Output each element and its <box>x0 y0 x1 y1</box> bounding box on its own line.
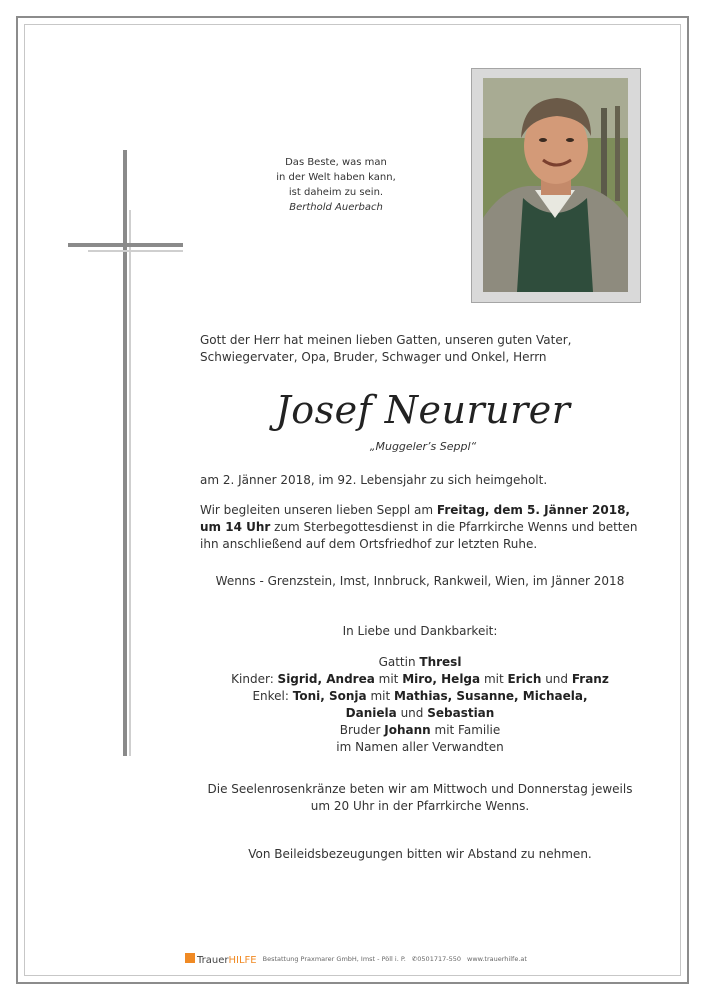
spouse-line: Gattin Thresl <box>378 655 462 669</box>
funeral-time: um 14 Uhr <box>200 520 271 534</box>
love-heading: In Liebe und Dankbarkeit: <box>342 624 498 638</box>
family-list <box>200 654 640 756</box>
portrait-photo <box>483 78 628 292</box>
nickname: „Muggeler’s Seppl“ <box>369 440 477 453</box>
grandchildren-line-2: Daniela und Sebastian <box>345 706 495 720</box>
places-text: Wenns - Grenzstein, Imst, Innbruck, Rankweil, Wien, im Jänner 2018 <box>215 574 625 588</box>
company-name: Bestattung Praxmarer GmbH, Imst - Pöll i. P. <box>262 955 406 963</box>
quote-line: Das Beste, was man <box>285 157 387 168</box>
deceased-name: Josef Neururer <box>275 388 571 432</box>
rosary-text: Die Seelenrosenkränze beten wir am Mittwoch und Donnerstag jeweils um 20 Uhr in der Pfarrkirche Wenns. <box>207 782 633 813</box>
quote-author: Berthold Auerbach <box>289 202 383 213</box>
children-line: Kinder: Sigrid, Andrea mit Miro, Helga mit Erich und Franz <box>231 672 609 686</box>
relatives-line: im Namen aller Verwandten <box>336 740 504 754</box>
brother-line: Bruder Johann mit Familie <box>339 723 501 737</box>
phone-number: ✆0501717-550 <box>411 955 461 963</box>
footer <box>185 951 545 967</box>
funeral-date: Freitag, dem 5. Jänner 2018, <box>436 503 630 517</box>
quote-line: ist daheim zu sein. <box>288 187 384 198</box>
condolence-text: Von Beileidsbezeugungen bitten wir Abstand zu nehmen. <box>248 847 592 861</box>
quote <box>246 155 426 215</box>
intro-text: Gott der Herr hat meinen lieben Gatten, unseren guten Vater, Schwiegervater, Opa, Bruder, Schwager und Onkel, Herrn <box>200 333 572 364</box>
trauerhilfe-logo: TrauerHILFE <box>185 953 257 966</box>
funeral-text: Wir begleiten unseren lieben Seppl am Freitag, dem 5. Jänner 2018, um 14 Uhr zum Sterbegottesdienst in die Pfarrkirche Wenns und betten ihn anschließend auf dem Ortsfriedhof zur letzten Ruhe. <box>200 503 638 551</box>
quote-line: in der Welt haben kann, <box>276 172 396 183</box>
website-link[interactable]: www.trauerhilfe.at <box>467 955 527 963</box>
grandchildren-line: Enkel: Toni, Sonja mit Mathias, Susanne, Michaela, <box>252 689 588 703</box>
death-text: am 2. Jänner 2018, im 92. Lebensjahr zu sich heimgeholt. <box>200 473 548 487</box>
